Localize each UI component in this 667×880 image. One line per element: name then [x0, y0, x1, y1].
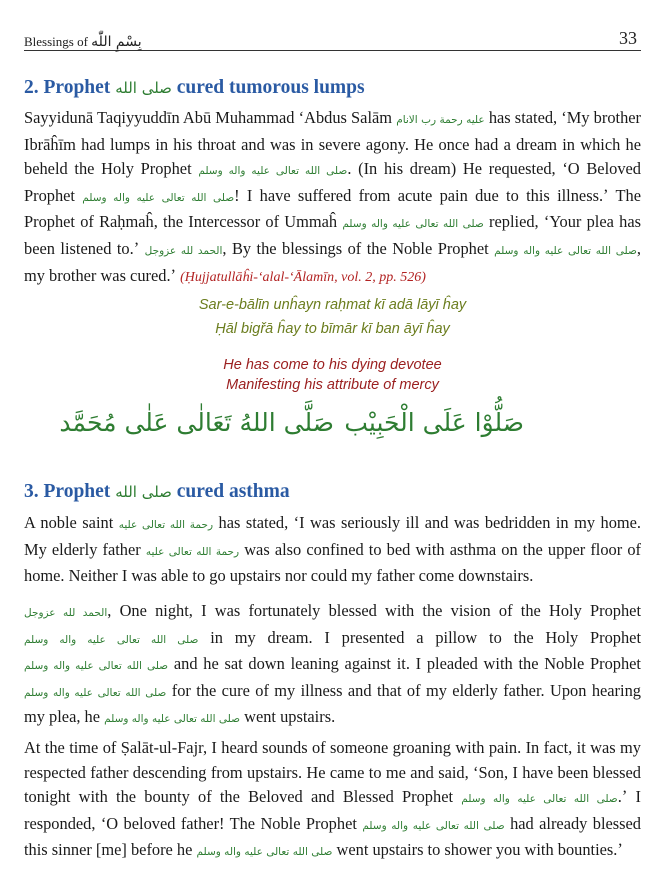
text-run: , my brother was cured.ʼ — [24, 238, 641, 285]
text-run: for the cure of my illness and that of my elderly father. Upon hearing my plea, he — [24, 680, 641, 727]
page-number: 33 — [619, 28, 637, 48]
salutation-symbol: صلى الله تعالى عليه واله وسلم — [362, 819, 505, 832]
calligraphy-salu-alal-habib: صَلُّوْا عَلَى الْحَبِيْب — [344, 408, 524, 437]
heading-text: cured asthma — [176, 481, 290, 502]
salutation-symbol: صلى الله تعالى عليه واله وسلم — [24, 633, 199, 646]
text-run: has stated, ʻI was seriously ill and was bedridden in my home. My elderly father — [24, 513, 642, 559]
salutation-symbol: صلى الله تعالى عليه واله وسلم — [104, 713, 241, 726]
salutation-symbol: الحمد لله عزوجل — [24, 607, 108, 619]
text-run: replied, ʻYour plea has been listened to.ʼ — [24, 212, 641, 258]
heading-text: 2. Prophet — [24, 77, 111, 98]
salutation-symbol: صلى الله تعالى عليه واله وسلم — [342, 218, 484, 231]
text-run: went upstairs. — [244, 707, 336, 727]
reference-citation: (Ḥujjatullāĥi-ʻalal-ʻĀlamīn, vol. 2, pp. 526) — [180, 269, 426, 285]
poem-line-2: Ḥāl bigřā ĥay to bīmār kī ban āyī ĥay — [215, 321, 450, 337]
poem-translation-1: He has come to his dying devotee — [223, 357, 442, 373]
calligraphy-sallallahu: صَلَّى اللهُ تَعَالٰى عَلٰى مُحَمَّد — [59, 408, 334, 437]
text-run: Sayyidunā Taqiyyuddīn Abū Muhammad ʻAbdus Salām — [24, 108, 393, 127]
salutation-symbol: صلى الله تعالى عليه واله وسلم — [24, 660, 169, 673]
text-run: in my dream. I presented a pillow to the Holy Prophet — [210, 627, 641, 647]
section-heading-3 — [24, 481, 290, 503]
section-3-paragraph-2 — [24, 599, 641, 732]
heading-text: 3. Prophet — [24, 481, 111, 502]
poem-line-1: Sar-e-bālīn unĥayn raḥmat kī adā lāyī ĥay — [198, 297, 467, 313]
salutation-symbol: رحمة الله تعالى عليه — [118, 519, 214, 531]
text-run: , By the blessings of the Noble Prophet — [222, 238, 489, 258]
text-run: . (In his dream) He requested, ʻO Beloved Prophet — [24, 159, 641, 205]
salutation-symbol: صلى الله تعالى عليه واله وسلم — [461, 793, 618, 806]
text-run: went upstairs to shower you with bounties.ʼ — [336, 840, 623, 860]
text-run: ! I have suffered from acute pain due to this illness.ʼ The Prophet of Raḥmaĥ, the Intercessor of Ummaĥ — [24, 185, 641, 232]
text-run: had already blessed this sinner [me] before he — [24, 813, 642, 860]
poem-translation-2: Manifesting his attribute of mercy — [226, 377, 439, 393]
running-title-text: Blessings of — [24, 34, 88, 49]
salutation-symbol: صلى الله تعالى عليه واله وسلم — [196, 846, 333, 859]
salutation-symbol: صلى الله تعالى عليه واله وسلم — [24, 686, 167, 699]
text-run: .ʼ I responded, ʻO beloved father! The Noble Prophet — [24, 787, 641, 833]
salutation-symbol: صلى الله تعالى عليه واله وسلم — [82, 191, 235, 204]
salutation-symbol: رحمة الله تعالى عليه — [145, 545, 240, 558]
text-run: A noble saint — [24, 513, 114, 532]
section-heading-2 — [24, 77, 365, 99]
page-header — [24, 26, 641, 51]
heading-text: cured tumorous lumps — [176, 77, 365, 98]
salutation-symbol: صلى الله تعالى عليه واله وسلم — [494, 244, 637, 257]
section-2-paragraph — [24, 106, 641, 290]
section-3-paragraph-1 — [24, 511, 641, 589]
text-run: was also confined to bed with asthma on the upper floor of home. Neither I was able to go upstairs nor could my father come downstairs. — [24, 539, 641, 586]
text-run: has stated, ʻMy brother Ibrāĥīm had lumps in his throat and was in severe agony. He once had a dream in which he beheld the Holy Prophet — [24, 108, 642, 179]
running-title-arabic: بِسْمِ اللّٰه — [91, 34, 142, 50]
text-run: At the time of Ṣalāt-ul-Fajr, I heard sounds of someone groaning with pain. In fact, it was my respected father descending from upstairs. He came to me and said, ʻSon, I have been blessed tonight with the bounty of the Beloved and Blessed Prophet — [24, 738, 641, 807]
section-3-paragraph-3 — [24, 736, 641, 865]
salutation-symbol: صلى الله — [115, 79, 172, 97]
running-title — [24, 34, 142, 50]
text-run: and he sat down leaning against it. I pleaded with the Noble Prophet — [173, 654, 641, 674]
salutation-symbol: الحمد لله عزوجل — [144, 244, 223, 257]
salutation-symbol: صلى الله — [115, 483, 172, 501]
salutation-symbol: عليه رحمة رب الانام — [396, 114, 485, 126]
salutation-symbol: صلى الله تعالى عليه واله وسلم — [198, 165, 348, 178]
text-run: , One night, I was fortunately blessed with the vision of the Holy Prophet — [107, 601, 641, 620]
